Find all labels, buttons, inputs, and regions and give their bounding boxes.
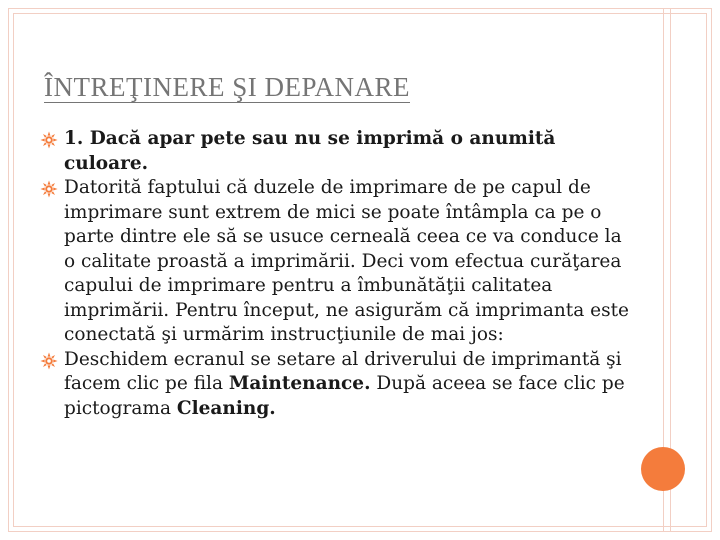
slide-title: ÎNTREŢINERE ŞI DEPANARE [44,72,410,102]
cleaning-icon-label: Cleaning. [176,397,276,419]
orange-sun-bullet-icon [40,180,58,198]
maintenance-tab-label: Maintenance. [228,373,371,394]
bullet-item-1 [40,127,630,176]
slide-content [40,127,630,421]
bullet-item-2 [40,176,630,348]
bullet-item-3-text-a: Deschidem ecranul se setare al driverului de imprimantă şi facem clic pe fila [64,348,622,394]
bullet-item-3 [40,348,630,422]
orange-sun-bullet-icon [40,352,58,370]
bullet-item-3-text-b: După aceea se face clic pe pictograma [64,373,625,419]
orange-sun-bullet-icon [40,131,58,149]
bullet-item-2-text: Datorită faptului că duzele de imprimare de pe capul de imprimare sunt extrem de mici se poate întâmpla ca pe o parte dintre ele să se usuce cerneală ceea ce va conduce la o calitate proastă a imprimării. Deci vom efectua curăţarea capului de imprimare pentru a îmbunătăţii calitatea imprimării. Pentru început, ne asigurăm că imprimanta este conectată şi urmărim instrucţiunile de mai jos: [64,177,629,345]
bullet-item-1-text: 1. Dacă apar pete sau nu se imprimă o anumită culoare. [64,128,556,174]
orange-circle-icon [641,447,685,491]
